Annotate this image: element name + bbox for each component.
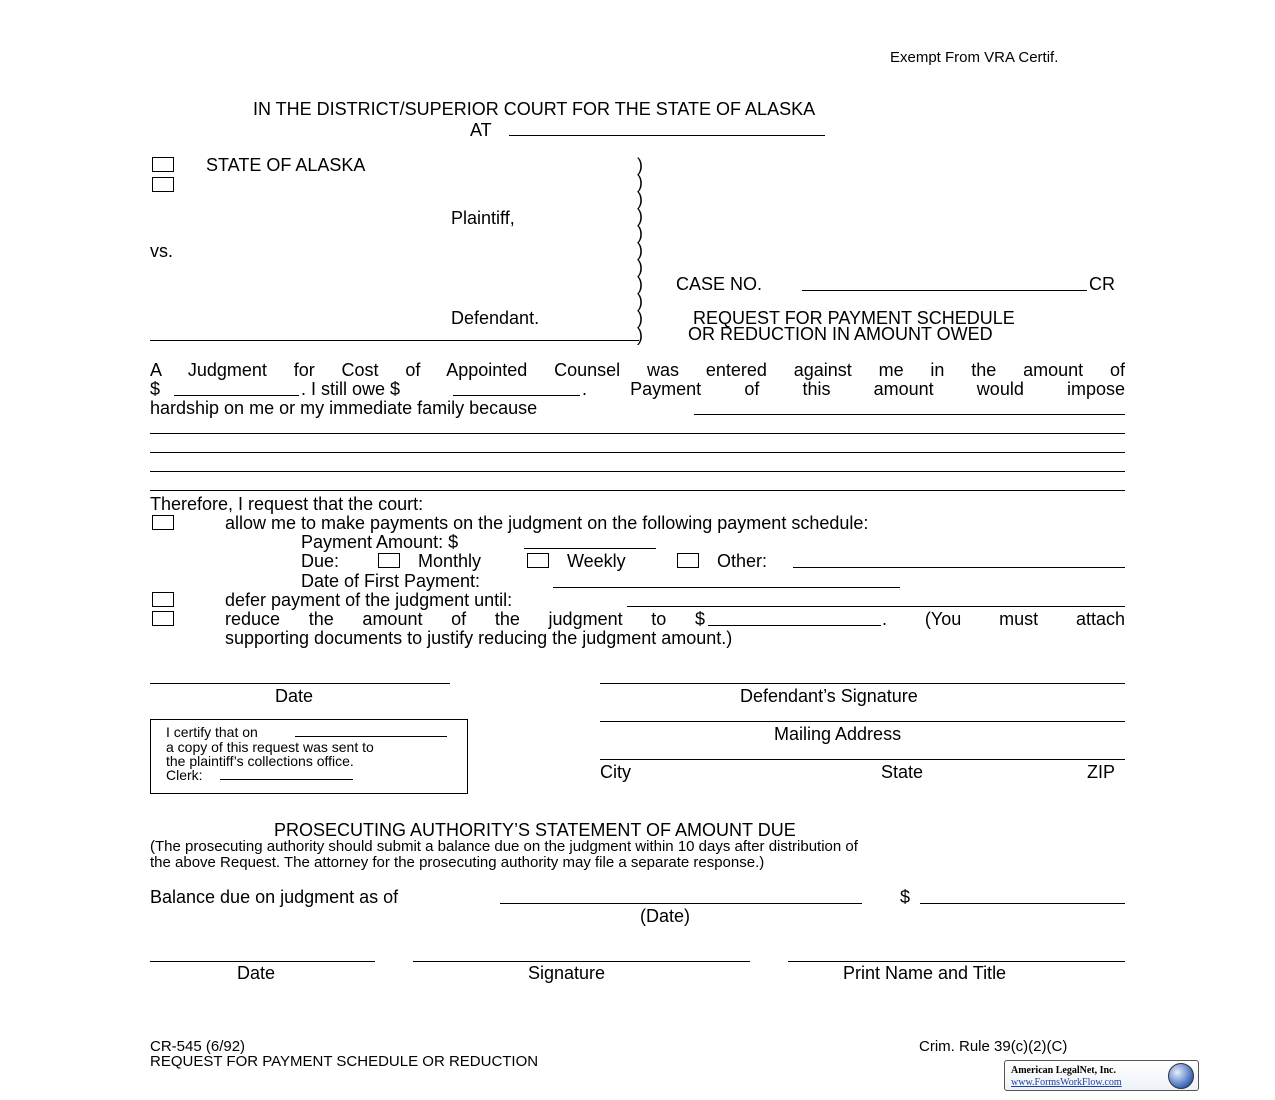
date-label: Date <box>275 686 314 706</box>
certify-text-line2: a copy of this request was sent to <box>166 739 374 755</box>
state-checkbox[interactable] <box>152 157 174 172</box>
logo-company-name: American LegalNet, Inc. <box>1011 1065 1116 1076</box>
city-label: City <box>600 762 631 782</box>
prosecution-date-label: Date <box>237 963 276 983</box>
caption-paren: ) <box>637 155 643 175</box>
hardship-reason-line[interactable] <box>150 471 1125 472</box>
plaintiff-label: Plaintiff, <box>451 208 515 228</box>
balance-amount-field[interactable] <box>920 903 1125 904</box>
caption-paren: ) <box>637 223 643 243</box>
case-number-field[interactable] <box>802 290 1087 291</box>
caption-paren: ) <box>637 189 643 209</box>
exempt-note: Exempt From VRA Certif. <box>890 49 1059 66</box>
caption-paren: ) <box>637 172 643 192</box>
defer-checkbox[interactable] <box>152 592 174 607</box>
print-name-title-label: Print Name and Title <box>843 963 1007 983</box>
hardship-reason-field[interactable] <box>694 414 1125 415</box>
caption-paren: ) <box>637 308 643 328</box>
globe-icon <box>1168 1063 1194 1089</box>
form-id: CR-545 (6/92) <box>150 1038 246 1055</box>
vs-label: vs. <box>150 241 174 261</box>
defendant-label: Defendant. <box>451 308 540 328</box>
defendant-signature-field[interactable] <box>600 683 1125 684</box>
clerk-signature-field[interactable] <box>220 779 353 780</box>
attach-note: . (You must attach <box>882 609 1125 629</box>
form-title: REQUEST FOR PAYMENT SCHEDULE OR REDUCTION <box>150 1053 539 1070</box>
cr-suffix: CR <box>1089 274 1115 294</box>
due-label: Due: <box>301 551 340 571</box>
prosecution-date-field[interactable] <box>150 961 375 962</box>
reduce-checkbox[interactable] <box>152 611 174 626</box>
balance-dollar-sign: $ <box>900 887 911 907</box>
reduced-amount-field[interactable] <box>708 625 881 626</box>
state-label: State <box>881 762 924 782</box>
other-frequency-label: Other: <box>717 551 768 571</box>
other-frequency-field[interactable] <box>793 567 1125 568</box>
defendant-name-field[interactable] <box>150 340 639 341</box>
case-no-label: CASE NO. <box>676 274 763 294</box>
date-caption: (Date) <box>640 906 691 926</box>
certify-label: I certify that on <box>166 724 258 740</box>
document-title-line1: REQUEST FOR PAYMENT SCHEDULE <box>693 308 1015 328</box>
first-payment-date-field[interactable] <box>553 587 900 588</box>
document-title-line2: OR REDUCTION IN AMOUNT OWED <box>688 324 993 344</box>
city-state-zip-field[interactable] <box>600 759 1125 760</box>
monthly-checkbox[interactable] <box>378 553 400 568</box>
hardship-label: hardship on me or my immediate family because <box>150 398 538 418</box>
hardship-reason-line[interactable] <box>150 490 1125 491</box>
monthly-label: Monthly <box>418 551 482 571</box>
still-owe-field[interactable] <box>453 395 580 396</box>
at-label: AT <box>470 120 492 140</box>
caption-paren: ) <box>637 274 643 294</box>
dollar-sign: $ <box>150 379 161 399</box>
caption-paren: ) <box>637 291 643 311</box>
print-name-title-field[interactable] <box>788 961 1125 962</box>
court-heading: IN THE DISTRICT/SUPERIOR COURT FOR THE STATE OF ALASKA <box>253 99 816 119</box>
reduce-label: reduce the amount of the judgment to $ <box>225 609 705 629</box>
other-frequency-checkbox[interactable] <box>677 553 699 568</box>
certify-text-line3: the plaintiff’s collections office. <box>166 753 354 769</box>
caption-paren: ) <box>637 325 643 345</box>
clerk-label: Clerk: <box>166 767 203 783</box>
therefore-label: Therefore, I request that the court: <box>150 494 424 514</box>
weekly-checkbox[interactable] <box>527 553 549 568</box>
prosecution-signature-field[interactable] <box>413 961 750 962</box>
payment-amount-label: Payment Amount: $ <box>301 532 459 552</box>
prosecution-title: PROSECUTING AUTHORITY’S STATEMENT OF AMOUNT DUE <box>274 820 796 840</box>
mailing-address-label: Mailing Address <box>774 724 902 744</box>
balance-date-field[interactable] <box>500 903 862 904</box>
payment-schedule-label: allow me to make payments on the judgment on the following payment schedule: <box>225 513 869 533</box>
prosecution-note-line2: the above Request. The attorney for the prosecuting authority may file a separate response.) <box>150 854 765 871</box>
supporting-docs-note: supporting documents to justify reducing the judgment amount.) <box>225 628 733 648</box>
judgment-statement: A Judgment for Cost of Appointed Counsel was entered against me in the amount of <box>150 360 1125 380</box>
defer-label: defer payment of the judgment until: <box>225 590 513 610</box>
other-plaintiff-checkbox[interactable] <box>152 177 174 192</box>
prosecution-signature-label: Signature <box>528 963 606 983</box>
zip-label: ZIP <box>1087 762 1116 782</box>
caption-paren: ) <box>637 257 643 277</box>
prosecution-note-line1: (The prosecuting authority should submit a balance due on the judgment within 10 days after distribution of <box>150 838 858 855</box>
criminal-rule: Crim. Rule 39(c)(2)(C) <box>919 1038 1068 1055</box>
defer-until-field[interactable] <box>627 606 1125 607</box>
payment-amount-field[interactable] <box>524 548 656 549</box>
certify-date-field[interactable] <box>295 736 447 737</box>
caption-paren: ) <box>637 240 643 260</box>
still-owe-label: . I still owe $ <box>301 379 401 399</box>
american-legalnet-logo[interactable] <box>1004 1060 1199 1091</box>
caption-paren: ) <box>637 206 643 226</box>
logo-url-link[interactable]: www.FormsWorkFlow.com <box>1011 1077 1122 1088</box>
state-of-alaska: STATE OF ALASKA <box>206 155 366 175</box>
court-location-field[interactable] <box>509 135 825 136</box>
hardship-reason-line[interactable] <box>150 452 1125 453</box>
weekly-label: Weekly <box>567 551 626 571</box>
hardship-reason-line[interactable] <box>150 433 1125 434</box>
mailing-address-field[interactable] <box>600 721 1125 722</box>
payment-schedule-checkbox[interactable] <box>152 515 174 530</box>
balance-due-label: Balance due on judgment as of <box>150 887 399 907</box>
first-payment-label: Date of First Payment: <box>301 571 481 591</box>
date-signature-field[interactable] <box>150 683 450 684</box>
defendant-signature-label: Defendant’s Signature <box>740 686 918 706</box>
impose-text: . Payment of this amount would impose <box>582 379 1125 399</box>
judgment-amount-field[interactable] <box>174 395 299 396</box>
